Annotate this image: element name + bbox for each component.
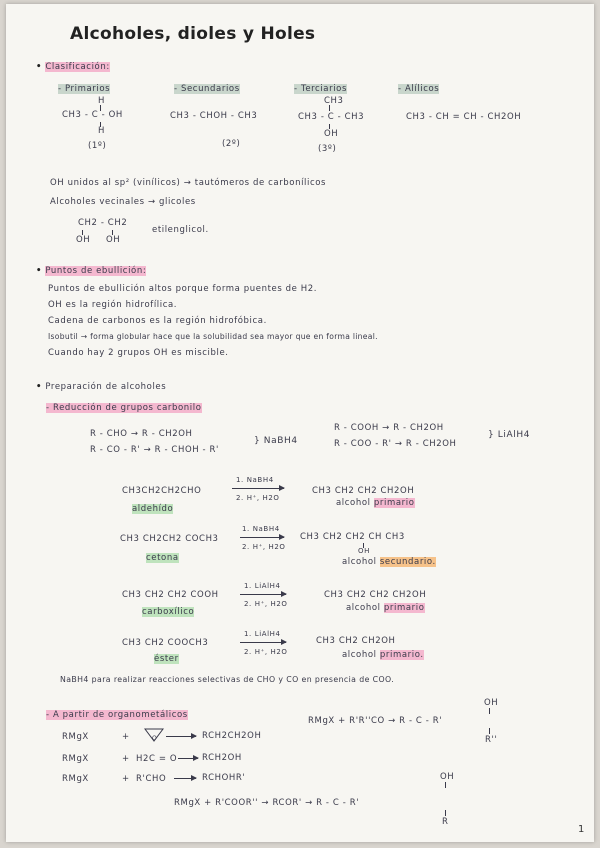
ebullicion-line-1: Puntos de ebullición altos porque forma puentes de H2. <box>48 284 318 294</box>
terciario-degree: (3º) <box>318 144 337 154</box>
terciario-bottom: OH <box>324 129 339 139</box>
org3-plus: + <box>122 774 130 784</box>
reduccion-subheading: - Reducción de grupos carbonilo <box>46 403 202 413</box>
page-title: Alcoholes, dioles y Holes <box>70 24 316 44</box>
rx1-reactant: CH3CH2CH2CHO <box>122 486 202 496</box>
primario-top-h: H <box>98 96 105 106</box>
rx2-arrow <box>240 537 284 538</box>
rx2-product-label: alcohol secundario. <box>342 557 436 567</box>
org3-aldehyde: R'CHO <box>136 774 167 784</box>
primario-bottom-h: H <box>98 126 105 136</box>
rx2-reactant: CH3 CH2CH2 COCH3 <box>120 534 219 544</box>
rx3-reactant-label: carboxílico <box>142 607 195 617</box>
rx4-cond-top: 1. LiAlH4 <box>244 630 281 638</box>
primario-degree: (1º) <box>88 141 107 151</box>
reduction-acid: R - COOH → R - CH2OH <box>334 423 444 433</box>
rx3-product: CH3 CH2 CH2 CH2OH <box>324 590 427 600</box>
note-vinilicos: OH unidos al sp² (vinílicos) → tautómeros de carbonílicos <box>50 178 327 188</box>
terciarios-label: - Terciarios <box>294 84 347 94</box>
org2-reagent: RMgX <box>62 754 89 764</box>
alilicos-label: - Alílicos <box>398 84 440 94</box>
rx1-product-label: alcohol primario <box>336 498 415 508</box>
bond-line <box>489 708 490 714</box>
ebullicion-line-5: Cuando hay 2 grupos OH es miscible. <box>48 348 229 358</box>
organometalicos-subheading: - A partir de organometálicos <box>46 710 188 720</box>
section-clasificacion-heading: • Clasificación: <box>36 62 110 72</box>
note-vecinales: Alcoholes vecinales → glicoles <box>50 197 196 207</box>
rx3-cond-bot: 2. H⁺, H2O <box>244 600 288 608</box>
org1-reagent: RMgX <box>62 732 89 742</box>
org2-formaldehyde: H2C = O <box>136 754 178 764</box>
org2-product: RCH2OH <box>202 753 242 763</box>
rx1-cond-top: 1. NaBH4 <box>236 476 274 484</box>
glycol-chain: CH2 - CH2 <box>78 218 128 228</box>
rx2-product-oh: OH <box>358 547 370 555</box>
primario-formula: CH3 - C - OH <box>62 110 123 120</box>
glycol-oh-1: OH <box>76 235 91 245</box>
primarios-label: - Primarios <box>58 84 111 94</box>
secundario-degree: (2º) <box>222 139 241 149</box>
org3-reagent: RMgX <box>62 774 89 784</box>
svg-text:O: O <box>152 735 157 742</box>
org1-plus: + <box>122 732 130 742</box>
ester-reaction: RMgX + R'COOR'' → RCOR' → R - C - R' <box>174 798 360 808</box>
rx1-reactant-label: aldehído <box>132 504 174 514</box>
rx4-reactant-label: éster <box>154 654 179 664</box>
org2-plus: + <box>122 754 130 764</box>
rx3-cond-top: 1. LiAlH4 <box>244 582 281 590</box>
ketone-product-oh: OH <box>484 698 499 708</box>
reagent-lialh4: } LiAlH4 <box>488 430 531 440</box>
bond-line <box>445 782 446 788</box>
org3-arrow <box>174 778 196 779</box>
ebullicion-line-2: OH es la región hidrofílica. <box>48 300 178 310</box>
rx2-reactant-label: cetona <box>146 553 179 563</box>
section-preparacion-heading: • Preparación de alcoholes <box>36 382 167 392</box>
secundario-formula: CH3 - CHOH - CH3 <box>170 111 258 121</box>
ester-product-oh: OH <box>440 772 455 782</box>
rx4-reactant: CH3 CH2 COOCH3 <box>122 638 209 648</box>
rx1-cond-bot: 2. H⁺, H2O <box>236 494 280 502</box>
rx2-cond-top: 1. NaBH4 <box>242 525 280 533</box>
rx4-product-label: alcohol primario. <box>342 650 424 660</box>
ebullicion-line-4: Isobutil → forma globular hace que la solubilidad sea mayor que en forma lineal. <box>48 332 378 341</box>
section-ebullicion-heading: • Puntos de ebullición: <box>36 266 147 276</box>
rx3-reactant: CH3 CH2 CH2 COOH <box>122 590 219 600</box>
terciario-top: CH3 <box>324 96 344 106</box>
secundarios-label: - Secundarios <box>174 84 240 94</box>
org1-product: RCH2CH2OH <box>202 731 262 741</box>
ketone-reaction: RMgX + R'R''CO → R - C - R' <box>308 716 443 726</box>
org1-arrow <box>166 736 196 737</box>
ketone-product-r2: R'' <box>485 735 498 745</box>
alilico-formula: CH3 - CH = CH - CH2OH <box>406 112 522 122</box>
rx3-arrow <box>240 594 286 595</box>
bond-line <box>445 810 446 816</box>
rx4-product: CH3 CH2 CH2OH <box>316 636 396 646</box>
page-number: 1 <box>578 824 585 835</box>
rx1-arrow <box>232 488 284 489</box>
notebook-page <box>6 4 594 842</box>
rx4-arrow <box>240 642 286 643</box>
rx3-product-label: alcohol primario <box>346 603 425 613</box>
rx2-cond-bot: 2. H⁺, H2O <box>242 543 286 551</box>
reduction-aldehyde: R - CHO → R - CH2OH <box>90 429 193 439</box>
reduction-ester: R - COO - R' → R - CH2OH <box>334 439 457 449</box>
org3-product: RCHOHR' <box>202 773 246 783</box>
terciario-formula: CH3 - C - CH3 <box>298 112 365 122</box>
epoxide-icon <box>142 726 166 744</box>
ebullicion-line-3: Cadena de carbonos es la región hidrofóbica. <box>48 316 267 326</box>
glycol-name: etilenglicol. <box>152 225 209 235</box>
bond-line <box>329 105 330 111</box>
glycol-oh-2: OH <box>106 235 121 245</box>
rx1-product: CH3 CH2 CH2 CH2OH <box>312 486 415 496</box>
ester-product-r: R <box>442 817 449 827</box>
bond-line <box>489 728 490 734</box>
reduction-ketone: R - CO - R' → R - CHOH - R' <box>90 445 219 455</box>
rx2-product: CH3 CH2 CH2 CH CH3 <box>300 532 405 542</box>
nabh4-note: NaBH4 para realizar reacciones selectivas de CHO y CO en presencia de COO. <box>60 675 395 684</box>
org2-arrow <box>178 758 198 759</box>
rx4-cond-bot: 2. H⁺, H2O <box>244 648 288 656</box>
reagent-nabh4: } NaBH4 <box>254 436 298 446</box>
